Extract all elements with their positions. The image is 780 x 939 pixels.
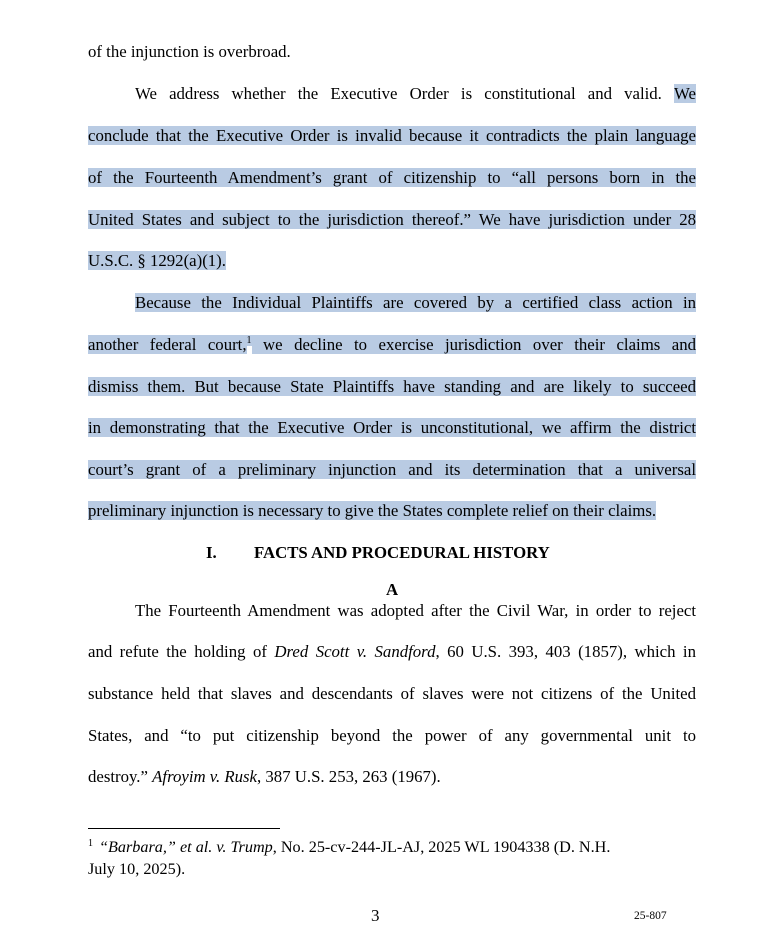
body-text-line — [135, 82, 696, 106]
footnote-text: , No. 25-cv-244-JL-AJ, 2025 WL 1904338 (D. N.H. — [272, 838, 611, 856]
footnote — [88, 836, 696, 858]
highlighted-text: another federal court, — [88, 335, 247, 354]
section-title: FACTS AND PROCEDURAL HISTORY — [254, 543, 550, 562]
page-number: 3 — [371, 906, 380, 925]
body-text-line — [88, 416, 696, 440]
body-text-line — [88, 682, 696, 706]
body-text-line — [88, 333, 696, 357]
section-number: I. — [206, 543, 217, 562]
footnote-divider — [88, 828, 280, 829]
footnote-ref[interactable]: 1 — [246, 335, 252, 347]
line-text: , 60 U.S. 393, 403 (1857), which in — [435, 642, 696, 661]
highlighted-text: dismiss them. But because State Plaintiffs have standing and are likely to succeed — [88, 377, 696, 396]
case-name: “Barbara,” et al. v. Trump — [99, 838, 273, 856]
highlighted-text: preliminary injunction is necessary to give the States complete relief on their claims. — [88, 501, 657, 520]
case-name: Dred Scott v. Sandford — [274, 642, 436, 661]
body-text-line — [88, 40, 696, 64]
highlighted-text: we decline to exercise jurisdiction over their claims and — [251, 335, 696, 354]
highlighted-text: court’s grant of a preliminary injunction and its determination that a universal — [88, 460, 696, 479]
section-heading — [88, 541, 696, 565]
line-text: The Fourteenth Amendment was adopted after the Civil War, in order to reject — [135, 601, 696, 620]
highlighted-text: Because the Individual Plaintiffs are covered by a certified class action in — [135, 293, 696, 312]
line-text: , 387 U.S. 253, 263 (1967). — [257, 767, 441, 786]
highlighted-text: of the Fourteenth Amendment’s grant of citizenship to “all persons born in the — [88, 168, 696, 187]
body-text-line — [88, 458, 696, 482]
highlighted-text: U.S.C. § 1292(a)(1). — [88, 251, 226, 270]
body-text-line — [88, 375, 696, 399]
highlighted-text: United States and subject to the jurisdiction thereof.” We have jurisdiction under 28 — [88, 210, 696, 229]
body-text-line — [88, 124, 696, 148]
line-text: of the injunction is overbroad. — [88, 42, 291, 61]
body-text-line — [135, 599, 696, 623]
body-text-line — [88, 249, 696, 273]
body-text-line — [88, 765, 696, 789]
line-text: substance held that slaves and descendants of slaves were not citizens of the United — [88, 684, 696, 703]
line-text: We address whether the Executive Order is constitutional and valid. — [135, 84, 662, 103]
subheading-letter: A — [385, 580, 399, 599]
body-text-line — [135, 291, 696, 315]
highlighted-text: We — [674, 84, 696, 103]
footnote-marker: 1 — [88, 837, 93, 849]
body-text-line — [88, 208, 696, 232]
highlighted-text: conclude that the Executive Order is invalid because it contradicts the plain language — [88, 126, 696, 145]
body-text-line — [88, 166, 696, 190]
case-name: Afroyim v. Rusk — [152, 767, 258, 786]
line-text: and refute the holding of — [88, 642, 275, 661]
body-text-line — [88, 640, 696, 664]
line-text: destroy.” — [88, 767, 153, 786]
footnote-line — [88, 858, 696, 880]
line-text: States, and “to put citizenship beyond the power of any governmental unit to — [88, 726, 696, 745]
body-text-line — [88, 724, 696, 748]
highlighted-text: in demonstrating that the Executive Order is unconstitutional, we affirm the district — [88, 418, 696, 437]
docket-number: 25-807 — [634, 910, 667, 922]
footnote-text: July 10, 2025). — [88, 860, 186, 878]
body-text-line — [88, 499, 696, 523]
